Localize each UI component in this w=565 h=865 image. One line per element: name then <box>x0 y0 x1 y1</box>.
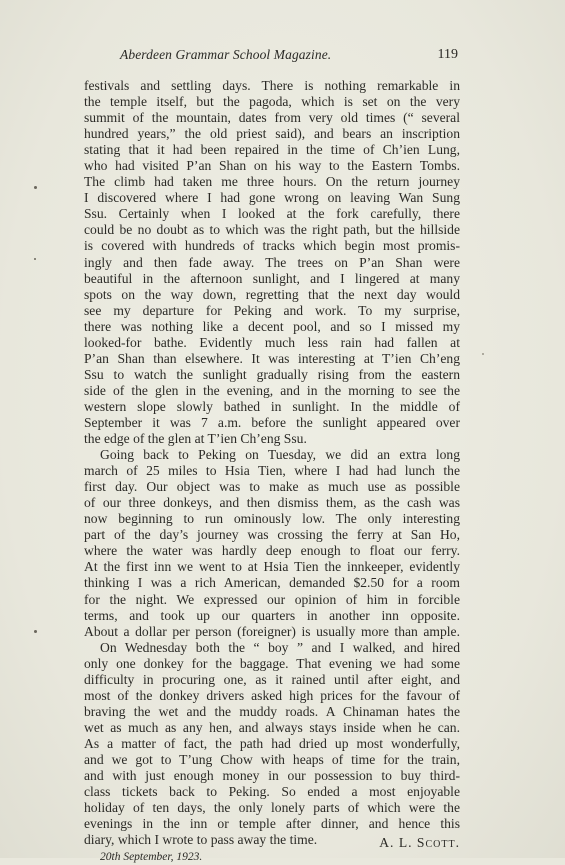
text-line: now beginning to run ominously low. The only interesting <box>84 511 460 527</box>
text-line: September it was 7 a.m. before the sunlight appeared over <box>84 414 460 430</box>
text-line: could be no doubt as to which was the right path, but the hillside <box>84 222 460 238</box>
text-line: most of the donkey drivers asked high prices for the favour of <box>84 687 460 703</box>
text-line: there was nothing like a decent pool, and so I missed my <box>84 318 460 334</box>
text-line: evenings in the inn or temple after dinner, and hence this <box>84 816 460 832</box>
text-line: beautiful in the afternoon sunlight, and I lingered at many <box>84 270 460 286</box>
text-line: P’an Shan than elsewhere. It was interesting at T’ien Ch’eng <box>84 350 460 366</box>
text-line: ingly and then fade away. The trees on P’an Shan were <box>84 254 460 270</box>
page-number: 119 <box>437 47 458 62</box>
text-line: first day. Our object was to make as much use as possible <box>84 479 460 495</box>
paragraph-end-line: the edge of the glen at T’ien Ch’eng Ssu. <box>84 431 307 447</box>
text-line: terms, and took up our quarters in another inn opposite. <box>84 607 460 623</box>
text-line: holiday of ten days, the only lonely parts of which were the <box>84 800 460 816</box>
text-line: stating that it had been repaired in the time of Ch’ien Lung, <box>84 142 460 158</box>
text-line: spots on the way down, regretting that the next day would <box>84 286 460 302</box>
author-signature: A. L. Scott. <box>379 835 460 851</box>
text-line: hundred years,” the old priest said), and bears an inscription <box>84 126 460 142</box>
text-line: only one donkey for the baggage. That evening we had some <box>84 655 460 671</box>
margin-speck <box>34 630 37 633</box>
margin-speck <box>34 186 37 189</box>
article-body <box>84 78 460 865</box>
margin-speck <box>34 258 36 260</box>
text-line: is covered with hundreds of tracks which begin most promis- <box>84 238 460 254</box>
text-line: braving the wet and the muddy roads. A Chinaman hates the <box>84 703 460 719</box>
journal-title: Aberdeen Grammar School Magazine. <box>120 47 332 62</box>
text-line: part of the day’s journey was crossing the ferry at San Ho, <box>84 527 460 543</box>
text-line: where the water was hardly deep enough to float our ferry. <box>84 543 460 559</box>
text-line: Ssu to watch the sunlight gradually rising from the eastern <box>84 366 460 382</box>
text-line: wet as much as any hen, and always stays inside when he can. <box>84 719 460 735</box>
text-line: class tickets back to Peking. So ended a most enjoyable <box>84 784 460 800</box>
text-line: At the first inn we went to at Hsia Tien the innkeeper, evidently <box>84 559 460 575</box>
text-line: thinking I was a rich American, demanded $2.50 for a room <box>84 575 460 591</box>
text-line: festivals and settling days. There is nothing remarkable in <box>84 78 460 93</box>
margin-speck <box>482 353 484 355</box>
text-line: As a matter of fact, the path had dried up most wonderfully, <box>84 735 460 751</box>
text-line: difficulty in procuring one, as it rained until after eight, and <box>84 671 460 687</box>
text-line: the temple itself, but the pagoda, which is set on the very <box>84 94 460 110</box>
closing-line <box>84 832 460 851</box>
paragraph-end-line: About a dollar per person (foreigner) is usually more than ample. <box>84 623 460 639</box>
paragraph-start-line: On Wednesday both the “ boy ” and I walked, and hired <box>100 639 460 655</box>
text-line: Ssu. Certainly when I looked at the fork carefully, there <box>84 206 460 222</box>
text-line: summit of the mountain, dates from very old times (“ several <box>84 110 460 126</box>
text-line: The climb had taken me three hours. On the return journey <box>84 174 460 190</box>
text-line: march of 25 miles to Hsia Tien, where I had had lunch the <box>84 463 460 479</box>
text-line: I discovered where I had gone wrong on leaving Wan Sung <box>84 190 460 206</box>
text-line: western slope slowly bathed in sunlight. In the middle of <box>84 398 460 414</box>
text-line: side of the glen in the evening, and in the morning to see the <box>84 382 460 398</box>
text-line: looked-for bathe. Evidently much less rain had fallen at <box>84 334 460 350</box>
final-text-line: diary, which I wrote to pass away the time. <box>84 832 318 848</box>
text-line: see my departure for Peking and work. To my surprise, <box>84 302 460 318</box>
dateline: 20th September, 1923. <box>100 851 203 864</box>
text-line: of our three donkeys, and then dismiss them, as the cash was <box>84 495 460 511</box>
paragraph-start-line: Going back to Peking on Tuesday, we did an extra long <box>100 447 460 463</box>
text-line: for the night. We expressed our opinion of him in forcible <box>84 591 460 607</box>
running-head <box>84 47 460 67</box>
text-line: who had visited P’an Shan on his way to the Eastern Tombs. <box>84 158 460 174</box>
text-line: and we got to T’ung Chow with heaps of time for the train, <box>84 751 460 767</box>
text-line: and with just enough money in our possession to buy third- <box>84 768 460 784</box>
